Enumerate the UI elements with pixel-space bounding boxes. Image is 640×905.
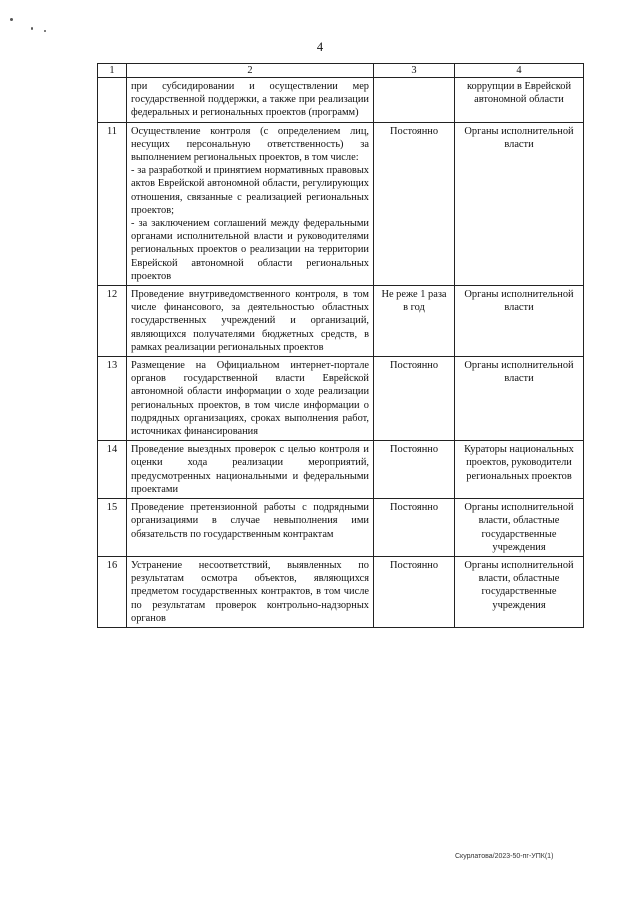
row-term: Не реже 1 раза в год xyxy=(374,286,455,357)
row-responsible: Органы исполнительной власти, областные государственные учреждения xyxy=(455,499,584,557)
table-row xyxy=(98,357,584,441)
table-row xyxy=(98,78,584,123)
scan-speck xyxy=(44,30,46,32)
table-row xyxy=(98,441,584,499)
row-responsible: Органы исполнительной власти, областные государственные учреждения xyxy=(455,556,584,627)
row-responsible: Кураторы национальных проектов, руководители региональных проектов xyxy=(455,441,584,499)
row-responsible: Органы исполнительной власти xyxy=(455,286,584,357)
row-description xyxy=(127,357,374,441)
row-description xyxy=(127,441,374,499)
row-number: 15 xyxy=(98,499,127,557)
row-term: Постоянно xyxy=(374,122,455,285)
row-responsible: коррупции в Еврейской автономной области xyxy=(455,78,584,123)
row-term: Постоянно xyxy=(374,357,455,441)
table-body xyxy=(98,64,584,628)
row-number: 12 xyxy=(98,286,127,357)
header-col-4: 4 xyxy=(455,64,584,78)
description-paragraph: - за заключением соглашений между федеральными органами исполнительной власти и руководителями региональных проектов о реализации на территории Еврейской автономной области региональных проектов xyxy=(131,218,369,282)
row-description xyxy=(127,286,374,357)
row-description xyxy=(127,122,374,285)
header-col-2: 2 xyxy=(127,64,374,78)
row-description xyxy=(127,78,374,123)
description-paragraph: Осуществление контроля (с определением лиц, несущих персональную ответственность) за выполнением региональных проектов, в том числе: xyxy=(131,125,369,164)
table-row xyxy=(98,286,584,357)
table-row xyxy=(98,499,584,557)
row-number: 13 xyxy=(98,357,127,441)
description-paragraph: Проведение выездных проверок с целью контроля и оценки хода реализации мероприятий, предусмотренных национальными и федеральными проектами xyxy=(131,444,369,495)
table-row xyxy=(98,556,584,627)
description-paragraph: Размещение на Официальном интернет-портале органов государственной власти Еврейской автономной области информации о ходе реализации региональных проектов, в том числе информации о подрядных организациях, сроках выполнения работ, источниках финансирования xyxy=(131,360,369,438)
row-responsible: Органы исполнительной власти xyxy=(455,357,584,441)
description-paragraph: Проведение внутриведомственного контроля, в том числе финансового, за деятельностью областных государственных учреждений и организаций, являющихся получателями бюджетных средств, в рамках реализации региональных проектов xyxy=(131,289,369,353)
scan-speck xyxy=(10,18,13,21)
description-paragraph: Устранение несоответствий, выявленных по результатам осмотра объектов, являющихся предметом государственных контрактов, в том числе по результатам проверок контрольно-надзорных органов xyxy=(131,559,369,624)
row-responsible: Органы исполнительной власти xyxy=(455,122,584,285)
description-paragraph: при субсидировании и осуществлении мер государственной поддержки, а также при реализации федеральных и региональных проектов (программ) xyxy=(131,81,369,119)
document-registration-mark: Скурлатова/2023-50-пг-УПК(1) xyxy=(455,853,554,860)
row-term xyxy=(374,78,455,123)
header-col-3: 3 xyxy=(374,64,455,78)
page-number: 4 xyxy=(316,40,324,54)
header-col-1: 1 xyxy=(98,64,127,78)
measures-table xyxy=(97,63,584,628)
row-term: Постоянно xyxy=(374,499,455,557)
row-number: 16 xyxy=(98,556,127,627)
scan-speck xyxy=(31,27,33,30)
table-row xyxy=(98,122,584,285)
row-number: 11 xyxy=(98,122,127,285)
row-term: Постоянно xyxy=(374,556,455,627)
description-paragraph: Проведение претензионной работы с подрядными организациями в случае невыполнения ими обязательств по государственным контрактам xyxy=(131,502,369,540)
row-number: 14 xyxy=(98,441,127,499)
description-paragraph: - за разработкой и принятием нормативных правовых актов Еврейской автономной области, регулирующих отношения, связанные с реализацией региональных проектов; xyxy=(131,165,369,216)
table-header-row xyxy=(98,64,584,78)
row-number xyxy=(98,78,127,123)
row-description xyxy=(127,556,374,627)
row-description xyxy=(127,499,374,557)
row-term: Постоянно xyxy=(374,441,455,499)
